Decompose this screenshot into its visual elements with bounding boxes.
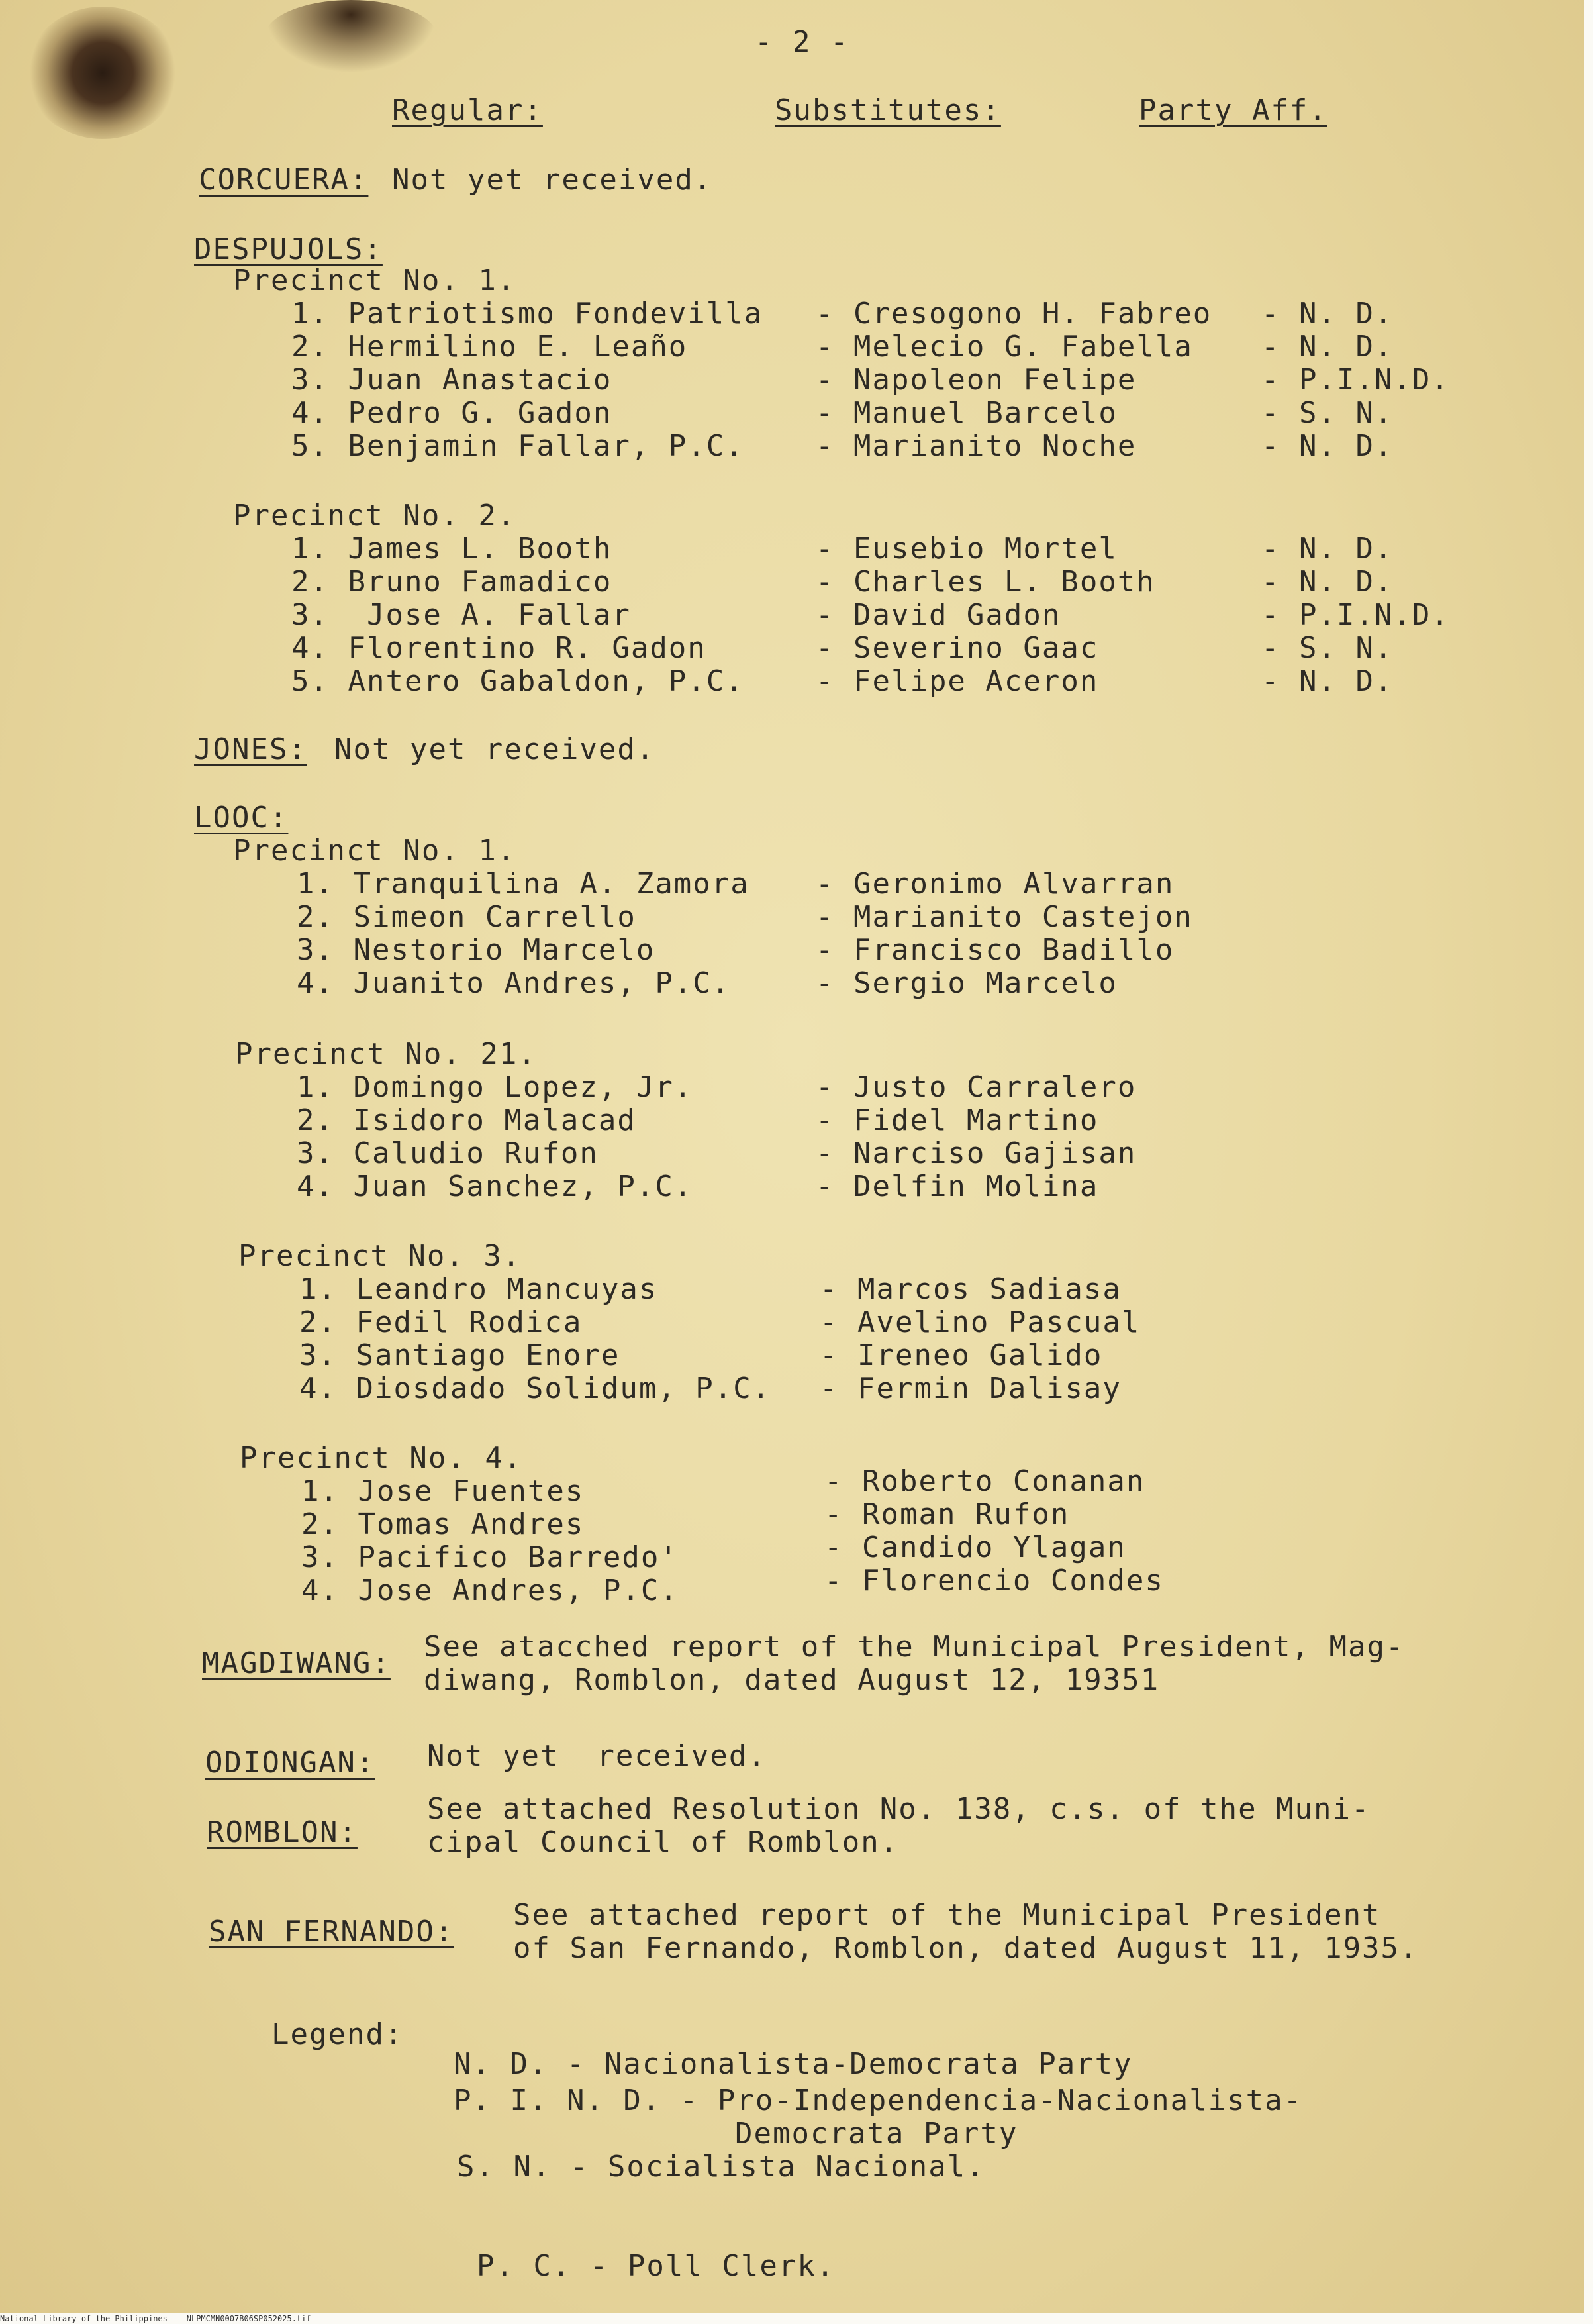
odiongan-status: Not yet received. bbox=[427, 1739, 767, 1773]
precinct-title: Precinct No. 3. bbox=[238, 1239, 522, 1273]
regular-name: 2. Tomas Andres bbox=[301, 1507, 585, 1541]
legend-label: Legend: bbox=[271, 2017, 404, 2051]
regular-name: 1. Domingo Lopez, Jr. bbox=[297, 1070, 693, 1104]
substitute-name: - Justo Carralero bbox=[816, 1070, 1137, 1104]
party-code: - N. D. bbox=[1261, 664, 1394, 698]
precinct-title: Precinct No. 21. bbox=[235, 1037, 537, 1071]
burn-mark-top bbox=[265, 0, 437, 73]
regular-name: 3. Jose A. Fallar bbox=[291, 598, 631, 632]
party-code: - P.I.N.D. bbox=[1261, 598, 1450, 632]
legend-pind-line2: Democrata Party bbox=[735, 2117, 1018, 2150]
party-code: - N. D. bbox=[1261, 297, 1394, 330]
municipality-magdiwang: MAGDIWANG: bbox=[202, 1646, 391, 1680]
municipality-odiongan: ODIONGAN: bbox=[205, 1746, 375, 1780]
burn-mark bbox=[26, 7, 179, 139]
regular-name: 1. Patriotismo Fondevilla bbox=[291, 297, 763, 330]
regular-name: 2. Fedil Rodica bbox=[299, 1305, 583, 1339]
municipality-despujols: DESPUJOLS: bbox=[194, 232, 383, 266]
substitute-name: - Melecio G. Fabella bbox=[816, 330, 1193, 364]
precinct-title: Precinct No. 4. bbox=[240, 1441, 523, 1475]
legend-pc: P. C. - Poll Clerk. bbox=[477, 2249, 836, 2283]
substitute-name: - Eusebio Mortel bbox=[816, 532, 1118, 566]
regular-name: 4. Pedro G. Gadon bbox=[291, 396, 612, 430]
regular-name: 3. Nestorio Marcelo bbox=[297, 933, 655, 967]
substitute-name: - Sergio Marcelo bbox=[816, 966, 1118, 1000]
regular-name: 3. Santiago Enore bbox=[299, 1339, 620, 1372]
party-code: - P.I.N.D. bbox=[1261, 363, 1450, 397]
regular-name: 2. Simeon Carrello bbox=[297, 900, 636, 934]
substitute-name: - Severino Gaac bbox=[816, 631, 1099, 665]
party-code: - S. N. bbox=[1261, 396, 1394, 430]
legend-nd: N. D. - Nacionalista-Democrata Party bbox=[454, 2047, 1133, 2081]
romblon-note-line2: cipal Council of Romblon. bbox=[427, 1825, 899, 1859]
regular-name: 3. Caludio Rufon bbox=[297, 1137, 599, 1170]
substitute-name: - Napoleon Felipe bbox=[816, 363, 1137, 397]
municipality-corcuera: CORCUERA: bbox=[199, 163, 369, 197]
substitute-name: - David Gadon bbox=[816, 598, 1061, 632]
regular-name: 1. Tranquilina A. Zamora bbox=[297, 867, 749, 901]
substitute-name: - Fermin Dalisay bbox=[820, 1372, 1122, 1405]
substitute-name: - Florencio Condes bbox=[824, 1564, 1164, 1597]
header-substitutes: Substitutes: bbox=[775, 93, 1001, 127]
regular-name: 1. James L. Booth bbox=[291, 532, 612, 566]
municipality-san-fernando: SAN FERNANDO: bbox=[209, 1915, 454, 1948]
precinct-title: Precinct No. 2. bbox=[233, 499, 516, 532]
substitute-name: - Marcos Sadiasa bbox=[820, 1272, 1122, 1306]
regular-name: 2. Bruno Famadico bbox=[291, 565, 612, 599]
precinct-title: Precinct No. 1. bbox=[233, 264, 516, 297]
regular-name: 4. Juanito Andres, P.C. bbox=[297, 966, 731, 1000]
substitute-name: - Felipe Aceron bbox=[816, 664, 1099, 698]
regular-name: 4. Florentino R. Gadon bbox=[291, 631, 706, 665]
legend-pind-line1: P. I. N. D. - Pro-Independencia-Nacionalista- bbox=[454, 2084, 1303, 2117]
regular-name: 5. Antero Gabaldon, P.C. bbox=[291, 664, 744, 698]
regular-name: 4. Diosdado Solidum, P.C. bbox=[299, 1372, 771, 1405]
regular-name: 2. Isidoro Malacad bbox=[297, 1103, 636, 1137]
header-party: Party Aff. bbox=[1139, 93, 1328, 127]
san-fernando-note-line1: See attached report of the Municipal President bbox=[513, 1898, 1381, 1932]
substitute-name: - Candido Ylagan bbox=[824, 1531, 1126, 1564]
municipality-romblon: ROMBLON: bbox=[207, 1815, 358, 1849]
substitute-name: - Roman Rufon bbox=[824, 1497, 1070, 1531]
scan-footer: National Library of the Philippines NLPMCMN0007B06SP052025.tif bbox=[0, 2313, 1584, 2324]
municipality-looc: LOOC: bbox=[194, 801, 289, 834]
header-regular: Regular: bbox=[392, 93, 543, 127]
party-code: - N. D. bbox=[1261, 532, 1394, 566]
regular-name: 3. Juan Anastacio bbox=[291, 363, 612, 397]
substitute-name: - Fidel Martino bbox=[816, 1103, 1099, 1137]
paper-edge bbox=[1584, 0, 1593, 2324]
regular-name: 4. Jose Andres, P.C. bbox=[301, 1574, 679, 1607]
regular-name: 3. Pacifico Barredo' bbox=[301, 1541, 679, 1574]
corcuera-status: Not yet received. bbox=[392, 163, 713, 197]
substitute-name: - Cresogono H. Fabreo bbox=[816, 297, 1212, 330]
substitute-name: - Avelino Pascual bbox=[820, 1305, 1141, 1339]
regular-name: 2. Hermilino E. Leaño bbox=[291, 330, 688, 364]
substitute-name: - Marianito Noche bbox=[816, 429, 1137, 463]
substitute-name: - Roberto Conanan bbox=[824, 1464, 1145, 1498]
regular-name: 4. Juan Sanchez, P.C. bbox=[297, 1170, 693, 1203]
municipality-jones: JONES: bbox=[194, 733, 307, 766]
substitute-name: - Narciso Gajisan bbox=[816, 1137, 1137, 1170]
substitute-name: - Delfin Molina bbox=[816, 1170, 1099, 1203]
party-code: - N. D. bbox=[1261, 330, 1394, 364]
precinct-title: Precinct No. 1. bbox=[233, 834, 516, 868]
substitute-name: - Manuel Barcelo bbox=[816, 396, 1118, 430]
jones-status: Not yet received. bbox=[334, 733, 655, 766]
regular-name: 5. Benjamin Fallar, P.C. bbox=[291, 429, 744, 463]
magdiwang-note-line2: diwang, Romblon, dated August 12, 19351 bbox=[424, 1663, 1160, 1697]
regular-name: 1. Leandro Mancuyas bbox=[299, 1272, 658, 1306]
party-code: - N. D. bbox=[1261, 429, 1394, 463]
party-code: - S. N. bbox=[1261, 631, 1394, 665]
san-fernando-note-line2: of San Fernando, Romblon, dated August 11, 1935. bbox=[513, 1931, 1419, 1965]
substitute-name: - Geronimo Alvarran bbox=[816, 867, 1175, 901]
magdiwang-note-line1: See atacched report of the Municipal President, Mag- bbox=[424, 1630, 1405, 1664]
substitute-name: - Charles L. Booth bbox=[816, 565, 1155, 599]
substitute-name: - Marianito Castejon bbox=[816, 900, 1193, 934]
romblon-note-line1: See attached Resolution No. 138, c.s. of the Muni- bbox=[427, 1792, 1371, 1826]
party-code: - N. D. bbox=[1261, 565, 1394, 599]
regular-name: 1. Jose Fuentes bbox=[301, 1474, 585, 1508]
legend-sn: S. N. - Socialista Nacional. bbox=[457, 2150, 985, 2184]
substitute-name: - Francisco Badillo bbox=[816, 933, 1175, 967]
substitute-name: - Ireneo Galido bbox=[820, 1339, 1103, 1372]
page-number: - 2 - bbox=[755, 25, 849, 59]
